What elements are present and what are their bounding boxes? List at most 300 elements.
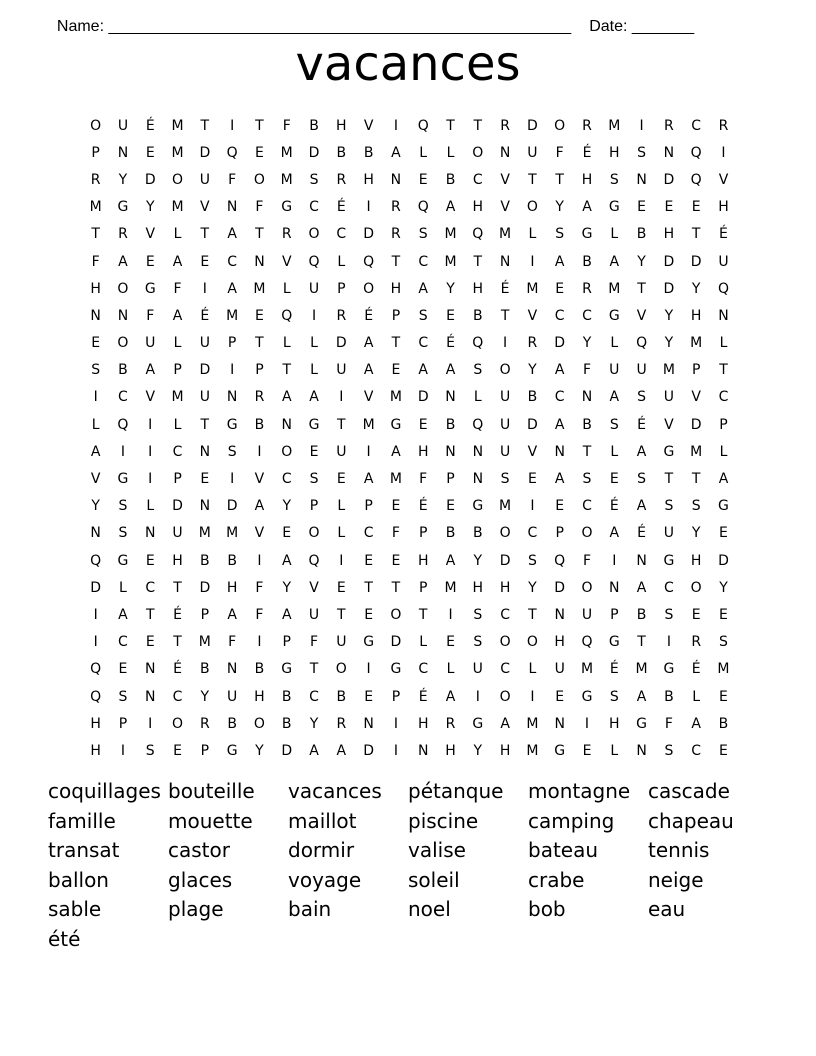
grid-letter: Y <box>691 525 701 542</box>
grid-letter: T <box>200 416 210 433</box>
grid-letter: N <box>199 498 211 515</box>
grid-letter: T <box>528 171 537 188</box>
grid-letter: P <box>309 498 319 515</box>
grid-letter: G <box>472 498 484 515</box>
grid-letter: D <box>172 498 183 515</box>
grid-letter: A <box>172 253 183 270</box>
grid-letter: O <box>363 280 375 297</box>
grid-letter: A <box>636 443 647 460</box>
grid-letter: O <box>117 280 129 297</box>
grid-letter: G <box>117 471 129 488</box>
grid-letter: Y <box>473 552 483 569</box>
word-list-item: pétanque <box>408 779 504 803</box>
grid-letter: G <box>144 280 156 297</box>
grid-letter: U <box>308 606 320 623</box>
grid-letter: Y <box>555 199 564 216</box>
grid-letter: E <box>719 688 728 705</box>
grid-letter: S <box>473 362 483 379</box>
grid-letter: C <box>582 307 592 324</box>
grid-letter: A <box>309 742 319 759</box>
grid-letter: F <box>173 280 182 297</box>
word-list-item: plage <box>168 897 224 922</box>
grid-letter: B <box>227 552 237 569</box>
grid-letter: D <box>554 335 566 352</box>
grid-letter: C <box>172 443 183 460</box>
grid-letter: N <box>254 253 265 270</box>
grid-letter: M <box>580 661 594 678</box>
grid-letter: H <box>336 117 347 134</box>
grid-letter: E <box>336 579 346 596</box>
grid-letter: O <box>581 579 593 596</box>
grid-letter: P <box>91 144 100 161</box>
grid-letter: R <box>718 117 729 134</box>
grid-letter: L <box>119 579 127 596</box>
grid-letter: S <box>118 498 128 515</box>
grid-letter: U <box>663 389 674 406</box>
grid-letter: E <box>418 171 428 188</box>
grid-letter: É <box>364 307 374 324</box>
grid-letter: S <box>609 416 619 433</box>
grid-letter: Y <box>528 579 537 596</box>
grid-letter: O <box>172 171 184 188</box>
grid-letter: H <box>226 579 238 596</box>
grid-letter: F <box>228 634 237 651</box>
grid-letter: N <box>117 307 129 324</box>
grid-letter: H <box>690 552 702 569</box>
grid-letter: M <box>280 144 293 161</box>
grid-letter: M <box>389 471 402 488</box>
grid-letter: N <box>145 525 156 542</box>
grid-letter: T <box>473 253 483 270</box>
grid-letter: C <box>554 389 565 406</box>
grid-letter: D <box>527 416 538 433</box>
grid-letter: D <box>390 634 402 651</box>
grid-letter: N <box>117 144 129 161</box>
grid-letter: S <box>637 471 647 488</box>
word-list-item: glaces <box>168 867 233 892</box>
grid-letter: T <box>719 362 728 379</box>
grid-letter: U <box>609 362 620 379</box>
word-list-item: coquillages <box>48 779 161 803</box>
grid-letter: E <box>719 606 728 623</box>
word-list-item: transat <box>48 838 120 863</box>
grid-letter: A <box>118 253 128 270</box>
grid-letter: D <box>335 335 347 352</box>
grid-letter: U <box>172 525 183 542</box>
grid-letter: N <box>554 606 565 623</box>
grid-letter: U <box>499 416 511 433</box>
grid-letter: O <box>499 634 511 651</box>
grid-letter: G <box>608 199 620 216</box>
grid-letter: G <box>581 688 593 705</box>
grid-letter: Y <box>145 199 155 216</box>
grid-letter: M <box>226 525 239 542</box>
grid-letter: E <box>637 199 647 216</box>
grid-letter: G <box>117 199 129 216</box>
grid-letter: É <box>691 661 701 678</box>
grid-letter: E <box>309 443 319 460</box>
grid-letter: I <box>148 416 153 433</box>
grid-letter: É <box>173 661 182 678</box>
grid-letter: U <box>336 634 347 651</box>
grid-letter: O <box>472 144 484 161</box>
grid-letter: S <box>418 307 428 324</box>
grid-letter: Y <box>91 498 100 515</box>
grid-letter: D <box>308 144 320 161</box>
grid-letter: D <box>281 742 293 759</box>
grid-letter: V <box>145 226 156 243</box>
grid-letter: I <box>448 606 453 623</box>
grid-letter: A <box>254 498 265 515</box>
grid-letter: A <box>172 307 183 324</box>
grid-letter: H <box>581 171 593 188</box>
grid-letter: T <box>637 634 646 651</box>
grid-letter: V <box>691 389 701 406</box>
grid-letter: T <box>255 335 264 352</box>
grid-letter: L <box>173 226 182 243</box>
grid-letter: S <box>609 171 619 188</box>
grid-letter: P <box>173 362 182 379</box>
grid-letter: L <box>337 498 346 515</box>
grid-letter: F <box>309 634 319 651</box>
word-list-item: piscine <box>408 808 479 833</box>
grid-letter: C <box>281 471 292 488</box>
grid-letter: A <box>445 552 456 569</box>
grid-letter: G <box>636 715 648 732</box>
grid-letter: B <box>254 661 265 678</box>
grid-letter: E <box>200 471 210 488</box>
grid-letter: G <box>117 552 129 569</box>
grid-letter: A <box>691 715 701 732</box>
grid-letter: O <box>253 715 265 732</box>
grid-letter: S <box>637 389 647 406</box>
grid-letter: E <box>446 307 455 324</box>
grid-letter: E <box>336 471 346 488</box>
grid-letter: Y <box>200 688 210 705</box>
grid-letter: R <box>391 199 401 216</box>
grid-letter: S <box>145 742 155 759</box>
grid-letter: F <box>419 471 428 488</box>
grid-letter: N <box>363 715 374 732</box>
grid-letter: Q <box>717 280 729 297</box>
grid-letter: C <box>691 742 702 759</box>
grid-letter: F <box>391 525 400 542</box>
grid-letter: E <box>418 416 428 433</box>
grid-letter: S <box>418 226 428 243</box>
grid-letter: R <box>254 389 265 406</box>
grid-letter: D <box>363 226 374 243</box>
grid-letter: U <box>145 335 156 352</box>
grid-letter: C <box>309 688 319 705</box>
grid-letter: I <box>475 688 480 705</box>
grid-letter: V <box>363 117 374 134</box>
grid-letter: T <box>364 579 373 596</box>
word-list-item: mouette <box>168 808 253 833</box>
grid-letter: O <box>499 362 511 379</box>
grid-letter: A <box>309 389 319 406</box>
grid-letter: E <box>200 253 210 270</box>
grid-letter: O <box>499 688 511 705</box>
grid-letter: É <box>637 525 647 542</box>
grid-letter: P <box>418 525 428 542</box>
grid-letter: Y <box>664 307 674 324</box>
grid-letter: L <box>419 634 428 651</box>
grid-letter: P <box>200 606 210 623</box>
grid-letter: U <box>117 117 129 134</box>
grid-letter: É <box>418 688 428 705</box>
grid-letter: O <box>499 525 511 542</box>
grid-letter: U <box>199 389 210 406</box>
grid-letter: I <box>148 471 153 488</box>
grid-letter: F <box>664 715 673 732</box>
grid-letter: M <box>280 171 293 188</box>
grid-letter: U <box>336 362 347 379</box>
grid-letter: A <box>636 498 647 515</box>
grid-letter: H <box>417 715 429 732</box>
grid-letter: R <box>582 117 592 134</box>
grid-letter: G <box>363 634 375 651</box>
grid-letter: B <box>254 416 265 433</box>
grid-letter: C <box>663 579 674 596</box>
grid-letter: P <box>282 634 291 651</box>
grid-letter: R <box>199 715 210 732</box>
grid-letter: N <box>609 579 620 596</box>
grid-letter: R <box>500 117 510 134</box>
grid-letter: S <box>118 525 128 542</box>
grid-letter: C <box>472 171 483 188</box>
grid-letter: B <box>336 688 347 705</box>
grid-letter: E <box>691 606 701 623</box>
grid-letter: Q <box>308 552 320 569</box>
grid-letter: G <box>226 416 238 433</box>
grid-letter: É <box>637 416 647 433</box>
grid-letter: C <box>418 253 429 270</box>
grid-letter: P <box>691 362 701 379</box>
grid-letter: A <box>118 606 128 623</box>
grid-letter: P <box>555 525 564 542</box>
grid-letter: Q <box>472 226 484 243</box>
grid-letter: B <box>664 688 674 705</box>
grid-letter: L <box>528 661 537 678</box>
grid-letter: L <box>719 443 728 460</box>
grid-letter: U <box>472 661 483 678</box>
grid-letter: C <box>172 688 183 705</box>
grid-letter: V <box>281 253 292 270</box>
grid-letter: A <box>391 144 401 161</box>
grid-letter: V <box>664 416 674 433</box>
grid-letter: O <box>117 335 129 352</box>
word-list-item: bateau <box>528 838 599 863</box>
grid-letter: N <box>636 171 647 188</box>
word-list <box>48 779 768 957</box>
grid-letter: S <box>473 606 483 623</box>
grid-letter: M <box>635 661 648 678</box>
grid-letter: A <box>636 579 647 596</box>
grid-letter: I <box>257 552 262 569</box>
grid-letter: M <box>690 335 703 352</box>
grid-letter: I <box>202 280 207 297</box>
grid-letter: E <box>364 688 374 705</box>
grid-letter: L <box>146 498 155 515</box>
grid-letter: Q <box>690 144 702 161</box>
date-label: Date: <box>589 18 632 35</box>
grid-letter: I <box>230 471 235 488</box>
grid-letter: B <box>200 661 210 678</box>
grid-letter: Q <box>90 688 102 705</box>
grid-letter: T <box>200 226 210 243</box>
grid-letter: I <box>257 634 262 651</box>
grid-letter: S <box>309 471 319 488</box>
grid-letter: Y <box>309 715 319 732</box>
word-list-item: montagne <box>528 779 631 803</box>
word-list-item: bob <box>528 897 566 922</box>
grid-letter: N <box>445 443 456 460</box>
grid-letter: B <box>281 715 292 732</box>
grid-letter: N <box>636 742 647 759</box>
grid-letter: H <box>554 634 565 651</box>
grid-letter: H <box>172 552 183 569</box>
grid-letter: A <box>363 362 374 379</box>
grid-letter: I <box>666 634 671 651</box>
grid-letter: A <box>281 389 292 406</box>
grid-letter: C <box>718 389 729 406</box>
grid-letter: L <box>719 335 728 352</box>
grid-letter: E <box>282 525 292 542</box>
grid-letter: Y <box>282 498 291 515</box>
grid-letter: N <box>718 307 729 324</box>
grid-letter: A <box>227 226 237 243</box>
word-list-item: cascade <box>648 779 730 803</box>
word-list-item: tennis <box>648 838 710 863</box>
grid-letter: H <box>499 579 511 596</box>
grid-letter: A <box>554 253 565 270</box>
grid-letter: M <box>253 280 266 297</box>
grid-letter: É <box>446 335 455 352</box>
grid-letter: H <box>663 226 675 243</box>
grid-letter: B <box>227 715 237 732</box>
grid-letter: T <box>500 307 510 324</box>
grid-letter: C <box>500 606 510 623</box>
grid-letter: M <box>171 117 184 134</box>
grid-letter: S <box>91 362 101 379</box>
header <box>48 0 748 35</box>
page-title: vacances <box>295 36 521 92</box>
grid-letter: D <box>199 144 211 161</box>
grid-letter: O <box>390 606 402 623</box>
grid-letter: B <box>582 253 592 270</box>
grid-letter: M <box>198 634 211 651</box>
grid-letter: M <box>171 389 184 406</box>
word-list-item: maillot <box>288 808 357 833</box>
grid-letter: A <box>227 606 237 623</box>
grid-letter: B <box>445 525 456 542</box>
grid-letter: N <box>499 253 511 270</box>
grid-letter: G <box>663 443 675 460</box>
grid-letter: I <box>721 144 726 161</box>
grid-letter: U <box>199 171 210 188</box>
grid-letter: I <box>93 634 98 651</box>
grid-letter: N <box>226 389 238 406</box>
word-list-item: soleil <box>408 867 460 892</box>
word-list-item: chapeau <box>648 808 734 833</box>
grid-letter: S <box>664 498 674 515</box>
grid-letter: G <box>608 307 620 324</box>
grid-letter: Y <box>282 579 291 596</box>
grid-letter: N <box>499 144 511 161</box>
grid-letter: H <box>390 280 402 297</box>
grid-letter: G <box>608 634 620 651</box>
grid-letter: H <box>472 199 484 216</box>
grid-letter: N <box>472 471 484 488</box>
grid-letter: C <box>582 498 592 515</box>
grid-letter: C <box>500 661 510 678</box>
date-line[interactable]: _______ <box>631 18 695 35</box>
grid-letter: L <box>282 335 291 352</box>
grid-letter: F <box>228 171 237 188</box>
word-list-item: sable <box>48 897 102 922</box>
grid-letter: G <box>663 661 675 678</box>
grid-letter: S <box>664 742 674 759</box>
grid-letter: Y <box>637 253 646 270</box>
grid-letter: A <box>554 471 565 488</box>
grid-letter: Q <box>636 335 648 352</box>
grid-letter: S <box>691 498 701 515</box>
grid-letter: G <box>281 199 293 216</box>
grid-letter: B <box>473 525 483 542</box>
grid-letter: E <box>364 606 374 623</box>
grid-letter: O <box>335 661 347 678</box>
grid-letter: D <box>663 171 675 188</box>
grid-letter: C <box>363 525 374 542</box>
grid-letter: H <box>718 199 729 216</box>
grid-letter: U <box>718 253 729 270</box>
grid-letter: F <box>555 144 564 161</box>
grid-letter: V <box>309 579 319 596</box>
grid-letter: M <box>717 661 730 678</box>
grid-letter: Q <box>90 661 102 678</box>
grid-letter: Y <box>691 280 701 297</box>
grid-letter: T <box>282 362 291 379</box>
grid-letter: E <box>555 280 565 297</box>
grid-letter: A <box>281 606 292 623</box>
grid-letter: U <box>227 688 238 705</box>
grid-letter: M <box>444 579 457 596</box>
grid-letter: A <box>418 362 428 379</box>
grid-letter: I <box>584 715 590 732</box>
grid-letter: P <box>255 362 264 379</box>
grid-letter: Q <box>581 634 593 651</box>
grid-letter: N <box>390 171 402 188</box>
name-line[interactable]: ____________________________________________________ <box>108 18 572 35</box>
grid-letter: O <box>526 634 538 651</box>
grid-letter: C <box>227 253 238 270</box>
grid-letter: Q <box>117 416 129 433</box>
grid-letter: I <box>120 443 126 460</box>
grid-letter: A <box>445 199 456 216</box>
name-label: Name: <box>56 18 109 35</box>
grid-letter: D <box>363 742 374 759</box>
grid-letter: B <box>636 606 647 623</box>
grid-letter: A <box>281 552 292 569</box>
grid-letter: L <box>173 335 182 352</box>
grid-letter: T <box>200 117 210 134</box>
grid-letter: R <box>691 634 702 651</box>
grid-letter: E <box>691 199 701 216</box>
word-list-item: dormir <box>288 838 355 863</box>
grid-letter: L <box>610 226 619 243</box>
grid-letter: Q <box>417 117 429 134</box>
grid-letter: Y <box>664 335 674 352</box>
